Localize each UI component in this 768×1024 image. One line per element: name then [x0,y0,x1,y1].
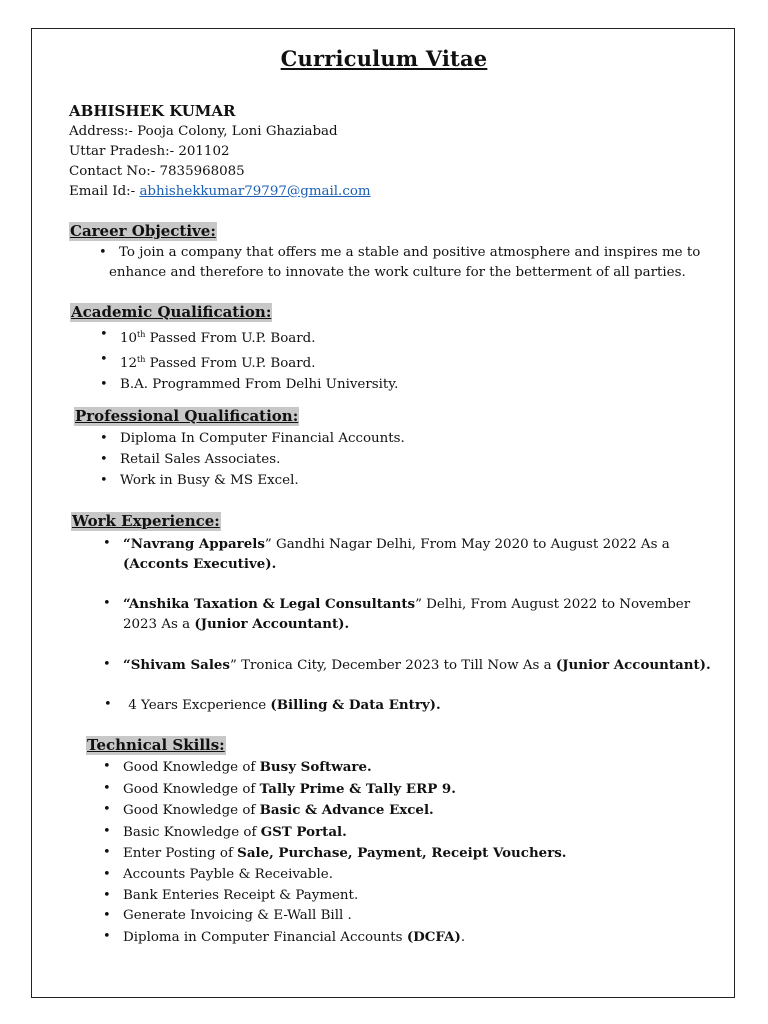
role-title: (Junior Accountant). [194,616,350,632]
item-text: ” Gandhi Nagar Delhi, From May 2020 to August 2022 As a [264,537,670,552]
item-text: Good Knowledge of [123,803,260,819]
document-title: Curriculum Vitae [280,46,488,71]
ordinal-suffix: th [137,330,146,339]
email-link[interactable]: abhishekkumar79797@gmail.com [139,184,371,199]
list-item [120,324,398,349]
ordinal-number: 12 [120,356,138,371]
professional-heading: Professional Qualification: [75,407,299,425]
candidate-name: ABHISHEK KUMAR [69,102,236,120]
professional-list [120,428,405,491]
item-text: ” Delhi, From August 2022 to November [415,597,691,612]
list-item [123,655,711,676]
role-title: (Junior Accountant). [555,657,711,673]
ordinal-suffix: th [137,355,146,364]
skill-name: Busy Software. [259,759,372,775]
company-name: “Navrang Apparels [123,536,265,552]
list-item: • Retail Sales Associates. [120,449,405,470]
item-text: Enter Posting of [123,846,238,862]
list-item [120,349,398,374]
role-title: (Billing & Data Entry). [270,697,441,713]
work-role-2 [123,614,349,635]
company-name: “Shivam Sales [123,657,230,673]
work-list-4 [124,695,441,716]
career-objective-list [119,243,700,263]
career-objective-heading: Career Objective: [70,222,216,240]
list-item [123,534,670,555]
objective-line-1: To join a company that offers me a stable and positive atmosphere and inspires me to [119,245,701,260]
list-item [123,822,566,844]
list-item [123,800,566,822]
list-item [123,906,566,927]
item-text: Basic Knowledge of [123,824,261,840]
item-text: Good Knowledge of [123,760,260,775]
list-item [123,865,566,886]
item-text: Accounts Payble & Receivable. [123,866,333,882]
skill-name: GST Portal. [260,823,347,840]
list-item [124,695,441,716]
item-text: 4 Years Excperience [124,698,271,713]
work-experience-heading: Work Experience: [72,512,220,530]
item-text: Passed From U.P. Board. [145,331,316,346]
item-text: ” Tronica City, December 2023 to Till Now As a [229,658,556,673]
work-list-2 [123,594,690,615]
work-role-1: (Acconts Executive). [123,556,277,572]
technical-skills-heading: Technical Skills: [87,736,225,754]
list-item [123,843,566,865]
skill-name: (DCFA) [406,928,461,945]
objective-line-2: enhance and therefore to innovate the work culture for the betterment of all parties. [109,265,686,280]
list-item [119,243,700,263]
item-text: Good Knowledge of [123,781,260,797]
list-item [123,594,690,615]
list-item [123,779,566,801]
skill-name: Tally Prime & Tally ERP 9. [259,780,456,797]
item-text: B.A. Programmed From Delhi University. [120,377,399,392]
skill-name: Sale, Purchase, Payment, Receipt Vouchers. [237,845,567,862]
item-text: . [460,929,466,945]
item-text: Passed From U.P. Board. [145,356,316,371]
list-item [123,886,566,907]
list-item: • Work in Busy & MS Excel. [120,470,405,491]
item-text: Generate Invoicing & E-Wall Bill . [123,908,352,924]
email-label: Email Id:- [69,184,140,199]
state-line: Uttar Pradesh:- 201102 [69,144,230,159]
list-item [120,374,398,395]
academic-heading: Academic Qualification: [71,303,272,321]
ordinal-number: 10 [120,331,138,346]
list-item [123,927,566,949]
email-line [69,182,371,202]
work-list-3 [123,655,711,676]
list-item: • Diploma In Computer Financial Accounts. [120,428,405,449]
technical-skills-list [123,757,566,948]
skill-name: Basic & Advance Excel. [259,802,434,819]
item-text: Bank Enteries Receipt & Payment. [123,887,359,903]
company-name: “Anshika Taxation & Legal Consultants [123,596,416,612]
phone-line: Contact No:- 7835968085 [69,164,245,179]
academic-list [120,324,398,395]
list-item [123,757,566,779]
item-text: 2023 As a [123,617,195,632]
work-list [123,534,670,555]
item-text: Diploma in Computer Financial Accounts [123,929,407,945]
address-line: Address:- Pooja Colony, Loni Ghaziabad [69,124,338,139]
